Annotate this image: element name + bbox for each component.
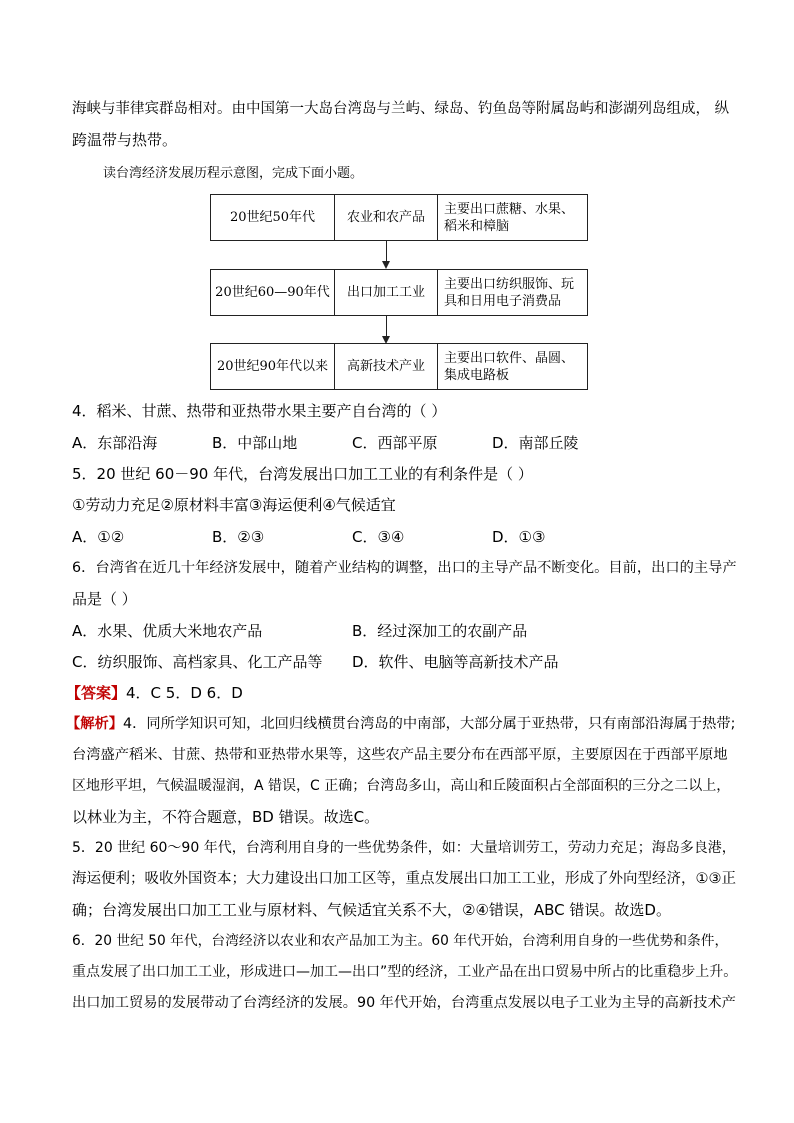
flow-period: 20世纪50年代 xyxy=(211,195,335,240)
analysis-line-4: 以林业为主，不符合题意，BD 错误。故选C。 xyxy=(72,808,380,826)
flow-arrow xyxy=(386,315,387,336)
flow-arrow xyxy=(386,240,387,261)
q4-stem: 4．稻米、甘蔗、热带和亚热带水果主要产自台湾的（ ） xyxy=(72,402,447,420)
analysis-tag: 【解析】 xyxy=(66,716,124,732)
q5-conditions: ①劳动力充足②原材料丰富③海运便利④气候适宜 xyxy=(72,496,396,514)
analysis-line-5: 5．20 世纪 60～90 年代，台湾利用自身的一些优势条件，如：大量培训劳工，劳动力充足；海岛多良港， xyxy=(72,840,736,856)
q6-option-a: A．水果、优质大米地农产品 xyxy=(72,622,263,640)
analysis-line-6: 海运便利；吸收外国资本；大力建设出口加工区等，重点发展出口加工工业，形成了外向型经济，①③正 xyxy=(72,871,736,887)
flow-exports xyxy=(438,195,587,240)
intro-line-1: 海峡与菲律宾群岛相对。由中国第一大岛台湾岛与兰屿、绿岛、钓鱼岛等附属岛屿和澎湖列岛组成， 纵 xyxy=(72,101,730,117)
flow-exports-line: 主要出口蔗糖、水果、 xyxy=(444,201,575,217)
flow-exports-line: 稻米和樟脑 xyxy=(444,218,510,234)
arrow-down-icon xyxy=(382,261,390,269)
q6-stem-line-2: 品是（ ） xyxy=(72,590,137,608)
answer-line xyxy=(66,683,243,703)
analysis-line-1 xyxy=(66,714,735,734)
flow-industry: 农业和农产品 xyxy=(335,195,438,240)
flow-period: 20世纪60—90年代 xyxy=(211,270,335,315)
flowchart-instruction: 读台湾经济发展历程示意图，完成下面小题。 xyxy=(103,166,364,181)
q4-option-c: C．西部平原 xyxy=(352,434,438,452)
q5-option-d: D．①③ xyxy=(492,528,546,546)
answer-tag: 【答案】 xyxy=(66,684,127,702)
flow-exports xyxy=(438,344,587,389)
flow-step-2 xyxy=(210,269,588,316)
q5-option-c: C．③④ xyxy=(352,528,405,546)
q6-stem-line-1: 6．台湾省在近几十年经济发展中，随着产业结构的调整，出口的主导产品不断变化。目前，出口的主导产 xyxy=(72,560,737,576)
q6-option-c: C．纺织服饰、高档家具、化工产品等 xyxy=(72,653,323,671)
q4-option-d: D．南部丘陵 xyxy=(492,434,579,452)
q4-option-a: A．东部沿海 xyxy=(72,434,158,452)
q6-option-b: B．经过深加工的农副产品 xyxy=(352,622,528,640)
q5-option-b: B．②③ xyxy=(212,528,265,546)
flow-industry: 高新技术产业 xyxy=(335,344,438,389)
flow-exports-line: 主要出口软件、晶圆、 xyxy=(444,350,575,366)
analysis-line-3: 区地形平坦，气候温暖湿润，A 错误，C 正确；台湾岛多山，高山和丘陵面积占全部面积的三分之二以上， xyxy=(72,778,731,794)
flow-industry: 出口加工工业 xyxy=(335,270,438,315)
analysis-line-9: 重点发展了出口加工工业，形成进口—加工—出口”型的经济，工业产品在出口贸易中所占的比重稳步上升。 xyxy=(72,964,738,980)
analysis-line-10: 出口加工贸易的发展带动了台湾经济的发展。90 年代开始，台湾重点发展以电子工业为主导的高新技术产 xyxy=(72,995,736,1011)
flow-step-3 xyxy=(210,343,588,390)
analysis-text: 4．同所学知识可知，北回归线横贯台湾岛的中南部，大部分属于亚热带，只有南部沿海属于热带; xyxy=(123,716,736,732)
answer-text: 4．C 5．D 6．D xyxy=(126,684,243,702)
analysis-line-8: 6．20 世纪 50 年代，台湾经济以农业和农产品加工为主。60 年代开始，台湾利用自身的一些优势和条件， xyxy=(72,933,729,949)
flow-exports xyxy=(438,270,587,315)
flow-step-1 xyxy=(210,194,588,241)
analysis-line-2: 台湾盛产稻米、甘蔗、热带和亚热带水果等，这些农产品主要分布在西部平原，主要原因在于西部平原地 xyxy=(72,747,728,763)
intro-line-2: 跨温带与热带。 xyxy=(72,131,178,149)
flow-exports-line: 主要出口纺织服饰、玩 xyxy=(444,276,575,292)
q5-option-a: A．①② xyxy=(72,528,125,546)
q6-option-d: D．软件、电脑等高新技术产品 xyxy=(352,653,559,671)
q4-option-b: B．中部山地 xyxy=(212,434,298,452)
analysis-line-7: 确；台湾发展出口加工工业与原材料、气候适宜关系不大，②④错误，ABC 错误。故选D。 xyxy=(72,901,671,919)
flow-exports-line: 集成电路板 xyxy=(444,367,510,383)
flow-period: 20世纪90年代以来 xyxy=(211,344,335,389)
flow-exports-line: 具和日用电子消费品 xyxy=(444,293,562,309)
q5-stem: 5．20 世纪 60－90 年代，台湾发展出口加工工业的有利条件是（ ） xyxy=(72,465,533,483)
